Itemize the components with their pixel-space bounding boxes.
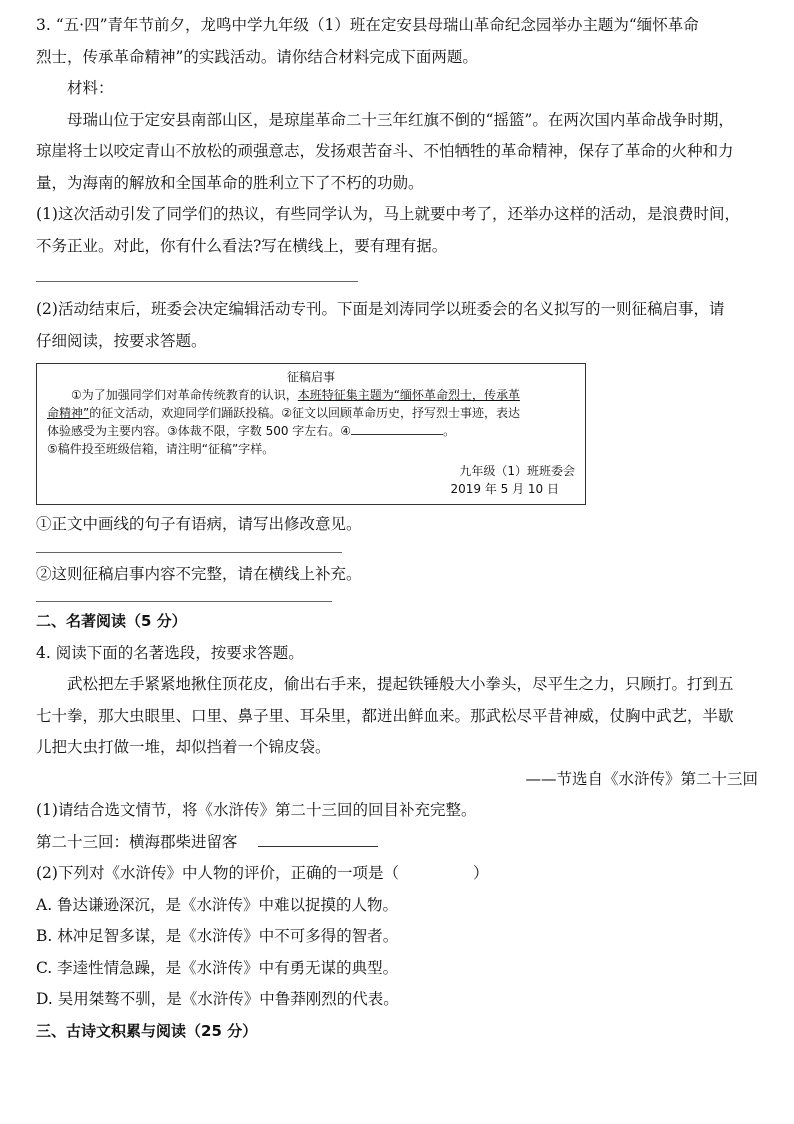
notice-line-3-end: 。 [443,424,456,438]
material-label: 材料： [67,79,114,97]
question-4: 4. 阅读下面的名著选段，按要求答题。 [36,643,304,662]
question-3-line2: 烈士，传承革命精神”的实践活动。请你结合材料完成下面两题。 [36,47,478,66]
excerpt-line-1: 武松把左手紧紧地揪住顶花皮，偷出右手来，提起铁锤般大小拳头，尽平生之力，只顾打。打到五 [67,675,734,693]
sub-question-2-line2: 仔细阅读，按要求答题。 [36,331,207,350]
ask-1: ①正文中画线的句子有语病，请写出修改意见。 [36,515,362,533]
ask-2: ②这则征稿启事内容不完整，请在横线上补充。 [36,564,362,583]
notice-date: 2019 年 5 月 10 日 [450,482,559,496]
notice-line-1-text: ①为了加强同学们对革命传统教育的认识， [71,388,298,402]
chapter-title-text: 第二十三回：横海郡柴进留客 [36,832,238,851]
notice-blank[interactable] [351,422,443,435]
excerpt-line-3: 儿把大虫打做一堆，却似挡着一个锦皮袋。 [36,738,331,756]
answer-line-2[interactable] [36,551,342,553]
section-3-heading: 三、古诗文积累与阅读（25 分） [36,1021,258,1040]
material-paragraph-1: 母瑞山位于定安县南部山区，是琼崖革命二十三年红旗不倒的“摇篮”。在两次国内革命战争时期， [67,110,734,129]
excerpt-line-2: 七十拳，那大虫眼里、口里、鼻子里、耳朵里，都迸出鲜血来。那武松尽平昔神威，仗胸中武艺，半歇 [36,706,734,725]
notice-signature: 九年级（1）班班委会 [459,464,575,478]
option-a: A. 鲁达谦逊深沉，是《水浒传》中难以捉摸的人物。 [36,895,399,914]
sub-question-4-2-end: ） [472,864,489,882]
sub-question-4-2-text: (2)下列对《水浒传》中人物的评价，正确的一项是（ [36,864,399,882]
option-c: C. 李逵性情急躁，是《水浒传》中有勇无谋的典型。 [36,958,399,977]
option-b: B. 林冲足智多谋，是《水浒传》中不可多得的智者。 [36,927,399,945]
material-paragraph-2: 琼崖将士以咬定青山不放松的顽强意志，发扬艰苦奋斗、不怕牺牲的革命精神，保存了革命的火种和力 [36,142,734,160]
question-3-line1: 3. “五·四”青年节前夕，龙鸣中学九年级（1）班在定安县母瑞山革命纪念园举办主题为“缅怀革命 [36,16,699,34]
notice-title: 征稿启事 [286,370,335,384]
notice-line-1 [47,386,575,404]
material-paragraph-3: 量，为海南的解放和全国革命的胜利立下了不朽的功勋。 [36,173,424,192]
notice-line-3-text: 体验感受为主要内容。③体裁不限，字数 500 字左右。④ [47,424,352,438]
sub-question-2-line1: (2)活动结束后，班委会决定编辑活动专刊。下面是刘涛同学以班委会的名义拟写的一则征稿启事，请 [36,300,725,318]
notice-line-4: ⑤稿件投至班级信箱，请注明“征稿”字样。 [47,442,275,456]
underlined-sentence-part-1: 本班特征集主题为“缅怀革命烈士，传承革 [297,388,520,402]
answer-line-1[interactable] [36,280,358,282]
option-d: D. 吴用桀骜不驯，是《水浒传》中鲁莽刚烈的代表。 [36,990,399,1008]
notice-line-2-text: 的征文活动，欢迎同学们踊跃投稿。②征文以回顾革命历史，抒写烈士事迹，表达 [89,406,520,420]
underlined-sentence-part-2: 命精神” [47,406,90,420]
call-for-papers-box [36,363,586,505]
chapter-title-blank[interactable] [258,834,378,847]
sub-question-1-line2: 不务正业。对此，你有什么看法?写在横线上，要有理有据。 [36,236,448,255]
section-2-heading: 二、名著阅读（5 分） [36,612,187,630]
sub-question-4-2 [36,858,758,890]
chapter-title-line [36,827,758,859]
exam-page [36,10,758,1047]
notice-line-2 [47,404,575,422]
sub-question-4-1: (1)请结合选文情节，将《水浒传》第二十三回的回目补充完整。 [36,801,477,819]
notice-line-3 [47,422,575,440]
sub-question-1-line1: (1)这次活动引发了同学们的热议，有些同学认为，马上就要中考了，还举办这样的活动，是浪费时间， [36,205,740,223]
excerpt-source: ——节选自《水浒传》第二十三回 [525,769,758,788]
answer-line-3[interactable] [36,600,332,602]
